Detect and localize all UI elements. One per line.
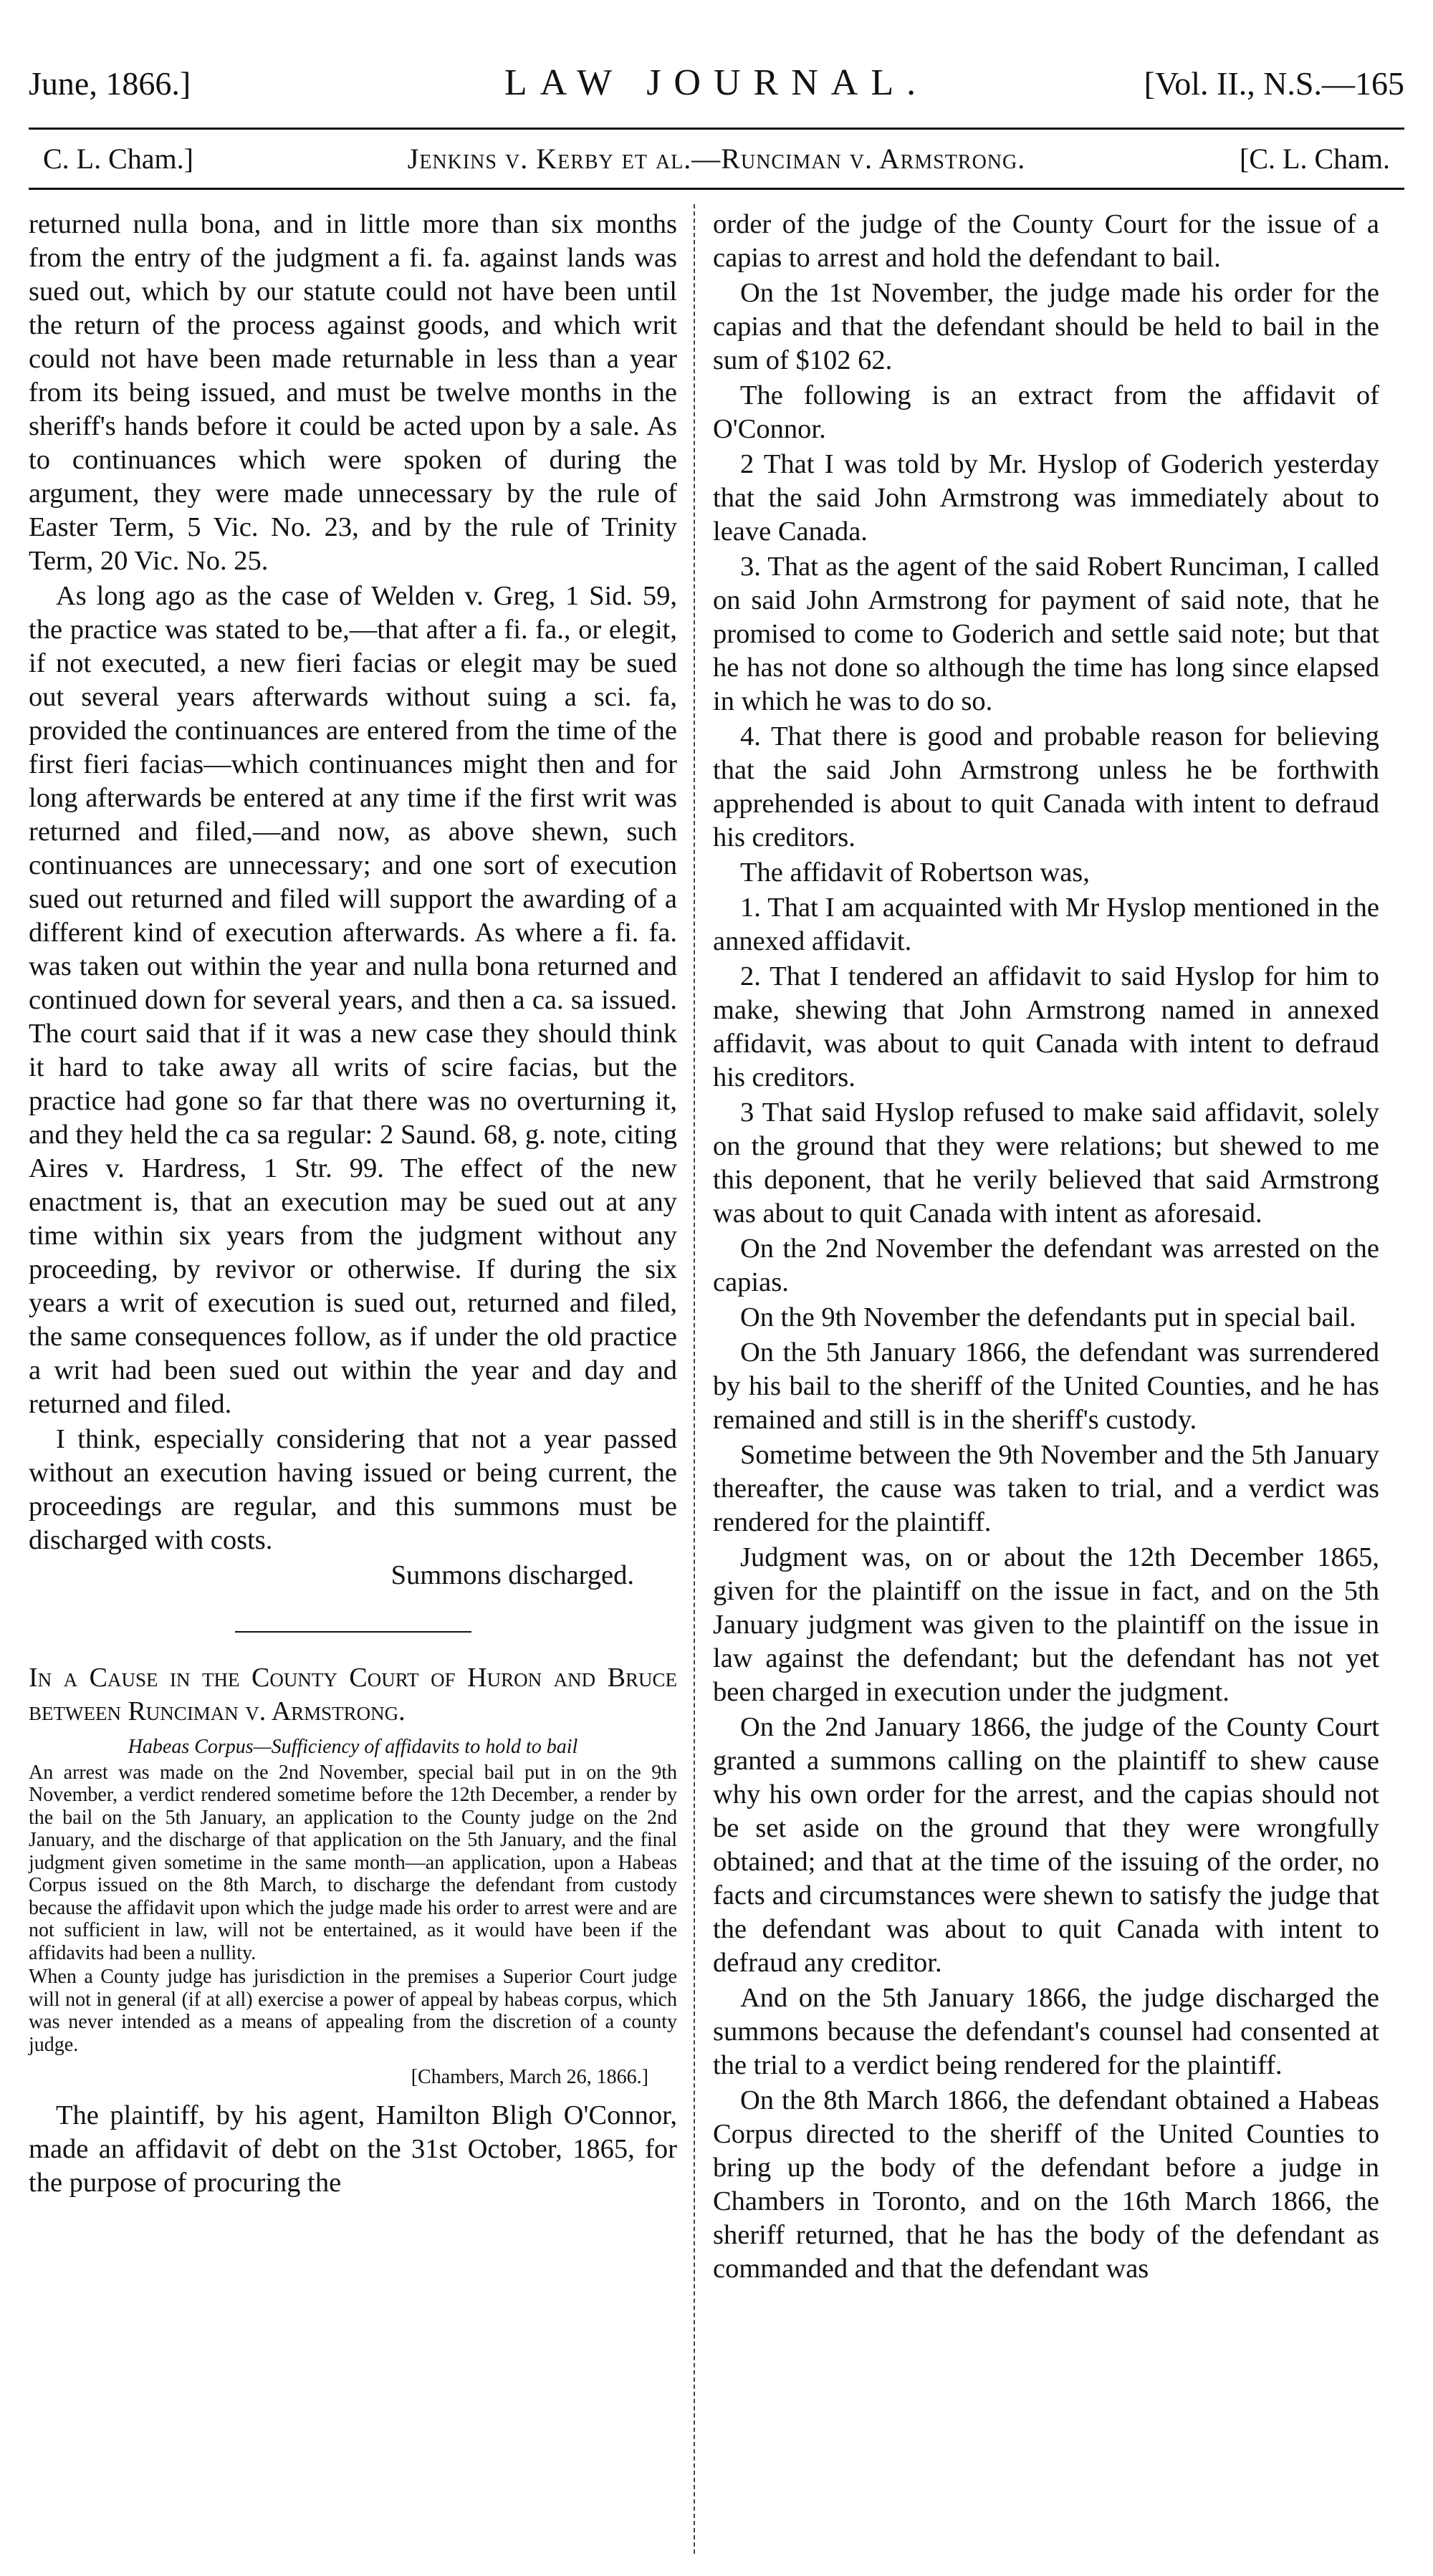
page-header [29,64,1404,115]
paragraph: On the 1st November, the judge made his order for the capias and that the defendant should be held to bail in the sum of $102 62. [713,278,1379,375]
case-names: Jenkins v. Kerby et al.—Runciman v. Armstrong. [407,143,1026,175]
issue-date: June, 1866.] [29,65,191,102]
section-separator [235,1631,471,1633]
paragraph: 4. That there is good and probable reason for believing that the said John Armstrong unless he be forthwith apprehended is about to quit Canada with intent to defraud his creditors. [713,721,1379,852]
paragraph: On the 2nd January 1866, the judge of the County Court granted a summons calling on the plaintiff to shew cause why his own order for the arrest, and the capias should not be set aside on the ground that they were wrongfully obtained; and that at the time of the issuing of the order, no facts and circumstances were shewn to satisfy the judge that the defendant was about to quit Canada with intent to defraud any creditor. [713,1712,1379,1978]
header-rule-top [29,128,1404,130]
paragraph: order of the judge of the County Court for the issue of a capias to arrest and hold the defendant to bail. [713,209,1379,273]
headnote-paragraph: An arrest was made on the 2nd November, special bail put in on the 9th November, a verdict rendered sometime before the 12th December, a render by the bail on the 5th January, an application to the County judge on the 2nd January, and the discharge of that application on the 5th January, and the final judgment given sometime in the same month—an application, upon a Habeas Corpus issued on the 8th March, to discharge the defendant from custody because the affidavit upon which the judge made his order to arrest were and are not sufficient in law, will not be entertained, as it would have been if the affidavits had been a nullity. [29,1761,677,1964]
paragraph: As long ago as the case of Welden v. Greg, 1 Sid. 59, the practice was stated to be,—that after a fi. fa., or elegit, if not executed, a new fieri facias or elegit may be sued out several years afterwards without suing a sci. fa, provided the continuances are entered from the time of the first fieri facias—which continuances might then and for long afterwards be entered at any time if the first writ was returned and filed,—and now, as above shewn, such continuances are unnecessary; and one sort of execution sued out returned and filed will support the awarding of a different kind of execution afterwards. As where a fi. fa. was taken out within the year and nulla bona returned and continued down for several years, and then a ca. sa issued. The court said that if it was a new case they should think it hard to take away all writs of scire facias, but the practice had gone so far that there was no overturning it, and they held the ca sa regular: 2 Saund. 68, g. note, citing Aires v. Hardress, 1 Str. 99. The effect of the new enactment is, that an execution may be sued out at any time within six years from the judgment without any proceeding, by revivor or otherwise. If during the six years a writ of execution is sued out, returned and filed, the same consequences follow, as if under the old practice a writ had been sued out within the year and day and returned and filed. [29,581,677,1419]
paragraph: 2 That I was told by Mr. Hyslop of Goderich yesterday that the said John Armstrong was immediately about to leave Canada. [713,449,1379,547]
paragraph: On the 8th March 1866, the defendant obtained a Habeas Corpus directed to the sheriff of the United Counties to bring up the body of the defendant before a judge in Chambers in Toronto, and on the 16th March 1866, the sheriff returned, that he has the body of the defendant as commanded and that the defendant was [713,2085,1379,2284]
paragraph: The plaintiff, by his agent, Hamilton Bligh O'Connor, made an affidavit of debt on the 31st October, 1865, for the purpose of procuring the [29,2100,677,2198]
paragraph: The affidavit of Robertson was, [740,857,1090,888]
court-right: [C. L. Cham. [1240,143,1390,175]
column-divider [694,204,695,2554]
paragraph: Sometime between the 9th November and the 5th January thereafter, the cause was taken to trial, and a verdict was rendered for the plaintiff. [713,1440,1379,1537]
paragraph: On the 5th January 1866, the defendant was surrendered by his bail to the sheriff of the United Counties, and he has remained and still is in the sheriff's custody. [713,1337,1379,1435]
paragraph: Judgment was, on or about the 12th December 1865, given for the plaintiff on the issue in fact, and on the 5th January judgment was given to the plaintiff on the issue in law against the defendant; but the defendant has not yet been charged in execution under the judgment. [713,1542,1379,1707]
paragraph: 2. That I tendered an affidavit to said Hyslop for him to make, shewing that John Armstrong named in annexed affidavit, was about to quit Canada with intent to defraud his creditors. [713,961,1379,1092]
headnote-date: [Chambers, March 26, 1866.] [411,2066,648,2088]
volume-page: [Vol. II., N.S.—165 [1144,65,1404,102]
paragraph: returned nulla bona, and in little more than six months from the entry of the judgment a fi. fa. against lands was sued out, which by our statute could not have been until the return of the process against goods, and which writ could not have been made returnable in less than a year from its being issued, and must be twelve months in the sheriff's hands before it could be acted upon by a sale. As to continuances which were spoken of during the argument, they were made unnecessary by the rule of Easter Term, 5 Vic. No. 23, and by the rule of Trinity Term, 20 Vic. No. 25. [29,209,677,576]
running-head [29,142,1404,185]
paragraph: On the 9th November the defendants put in special bail. [740,1302,1356,1332]
paragraph: The following is an extract from the affidavit of O'Connor. [713,380,1379,444]
journal-title: LAW JOURNAL. [504,62,929,103]
journal-page [29,64,1404,2557]
paragraph: On the 2nd November the defendant was arrested on the capias. [713,1234,1379,1297]
paragraph: 3. That as the agent of the said Robert Runciman, I called on said John Armstrong for payment of said note, that he promised to come to Goderich and settle said note; but that he has not done so although the time has long since elapsed in which he was to do so. [713,552,1379,716]
right-column [713,208,1379,2287]
headnote-title: Habeas Corpus—Sufficiency of affidavits to hold to bail [128,1736,578,1758]
paragraph: 1. That I am acquainted with Mr Hyslop mentioned in the annexed affidavit. [713,893,1379,956]
left-column [29,208,677,2201]
headnote-paragraph: When a County judge has jurisdiction in the premises a Superior Court judge will not in general (if at all) exercise a power of appeal by habeas corpus, which was never intended as a means of appealing from the discretion of a county judge. [29,1966,677,2056]
court-left: C. L. Cham.] [43,143,193,175]
headnote [29,1736,677,2089]
paragraph: And on the 5th January 1866, the judge discharged the summons because the defendant's counsel had consented at the trial to a verdict being rendered for the plaintiff. [713,1983,1379,2080]
paragraph: I think, especially considering that not a year passed without an execution having issued or being current, the proceedings are regular, and this summons must be discharged with costs. [29,1424,677,1555]
case-title: In a Cause in the County Court of Huron and Bruce between Runciman v. Armstrong. [29,1663,677,1726]
ruling: Summons discharged. [390,1560,634,1590]
header-rule-bottom [29,188,1404,190]
paragraph: 3 That said Hyslop refused to make said affidavit, solely on the ground that they were relations; but shewed to me this deponent, that he verily believed that said Armstrong was about to quit Canada with intent as aforesaid. [713,1097,1379,1229]
